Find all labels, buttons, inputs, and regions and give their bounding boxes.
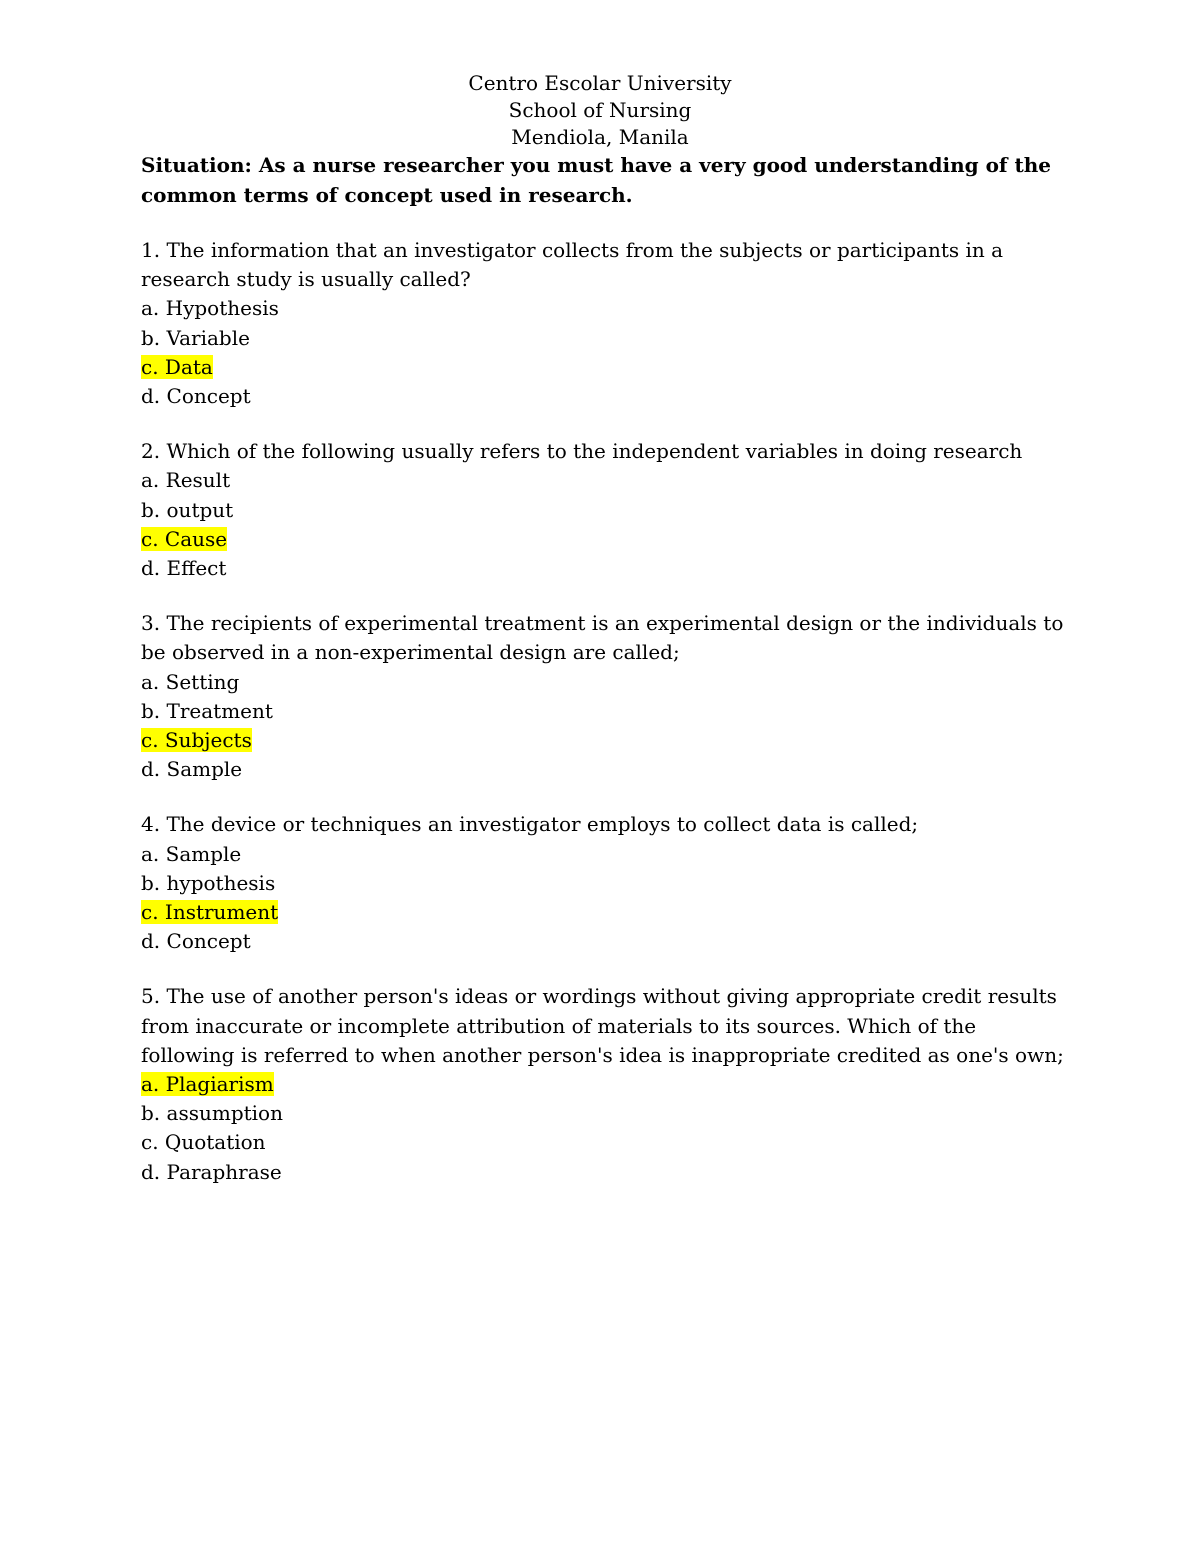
option-d (141, 1158, 1066, 1187)
option-b (141, 1099, 1066, 1128)
option-text: b. hypothesis (141, 870, 276, 895)
option-a (141, 668, 1066, 697)
university-name: Centro Escolar University (468, 71, 732, 95)
option-text: c. Cause (141, 526, 228, 551)
option-d (141, 554, 1066, 583)
option-text: d. Effect (141, 556, 227, 581)
question-2 (141, 437, 1066, 583)
question-4 (141, 810, 1066, 956)
school-name: School of Nursing (508, 98, 692, 122)
question-stem: 4. The device or techniques an investigator employs to collect data is called; (141, 812, 919, 837)
option-text: a. Result (141, 468, 231, 493)
option-c (141, 353, 1066, 382)
option-c (141, 525, 1066, 554)
option-d (141, 927, 1066, 956)
option-text: a. Plagiarism (141, 1072, 274, 1097)
option-c (141, 898, 1066, 927)
option-d (141, 755, 1066, 784)
option-text: b. output (141, 497, 234, 522)
option-text: d. Sample (141, 757, 243, 782)
option-text: d. Concept (141, 929, 251, 954)
option-text: d. Concept (141, 384, 251, 409)
option-text: c. Data (141, 354, 213, 379)
option-d (141, 382, 1066, 411)
option-text: b. Variable (141, 325, 250, 350)
option-text: a. Hypothesis (141, 296, 279, 321)
question-5 (141, 982, 1066, 1186)
option-b (141, 324, 1066, 353)
option-a (141, 1070, 1066, 1099)
question-stem: 2. Which of the following usually refers to the independent variables in doing research (141, 439, 1023, 464)
option-a (141, 840, 1066, 869)
option-text: b. Treatment (141, 698, 273, 723)
situation-text: Situation: As a nurse researcher you must have a very good understanding of the common terms of concept used in research. (141, 153, 1051, 207)
option-text: c. Instrument (141, 900, 279, 925)
document-body (141, 150, 1066, 1213)
option-b (141, 496, 1066, 525)
option-text: d. Paraphrase (141, 1159, 282, 1184)
option-text: c. Subjects (141, 728, 252, 753)
option-a (141, 466, 1066, 495)
question-1 (141, 236, 1066, 411)
option-b (141, 869, 1066, 898)
option-text: a. Sample (141, 841, 242, 866)
document-header (0, 70, 1200, 151)
option-text: c. Quotation (141, 1130, 266, 1155)
question-3 (141, 609, 1066, 784)
school-address: Mendiola, Manila (511, 125, 689, 149)
option-a (141, 294, 1066, 323)
option-c (141, 1128, 1066, 1157)
question-stem: 5. The use of another person's ideas or wordings without giving appropriate credit results from inaccurate or incomplete attribution of materials to its sources. Which of the following is referred to when another person's idea is inappropriate credited as one's own; (141, 984, 1064, 1067)
question-stem: 3. The recipients of experimental treatment is an experimental design or the individuals to be observed in a non-experimental design are called; (141, 611, 1064, 665)
question-stem: 1. The information that an investigator collects from the subjects or participants in a research study is usually called? (141, 238, 1004, 292)
option-text: b. assumption (141, 1101, 283, 1126)
option-text: a. Setting (141, 669, 240, 694)
option-c (141, 726, 1066, 755)
option-b (141, 697, 1066, 726)
